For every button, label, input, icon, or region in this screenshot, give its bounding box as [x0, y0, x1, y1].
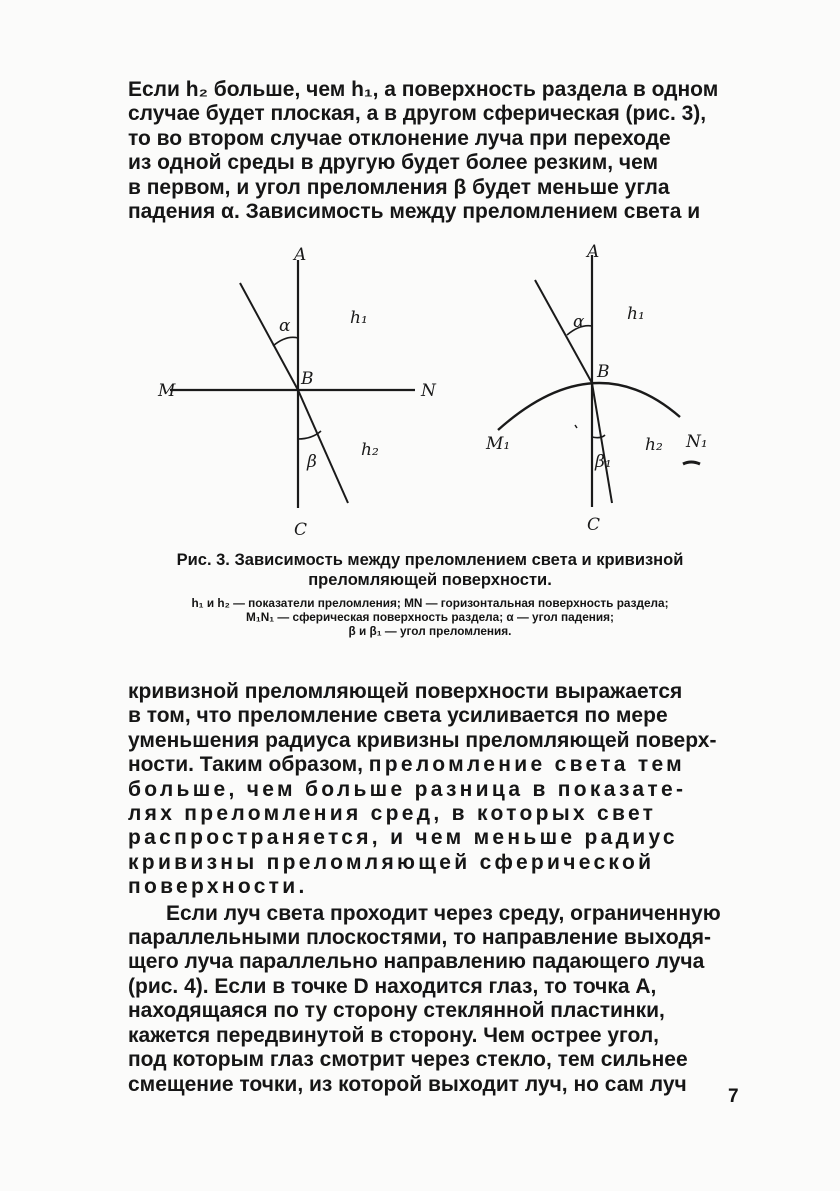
legend-line: β и β₁ — угол преломления.: [348, 624, 512, 638]
text-line: (рис. 4). Если в точке D находится глаз, то точка A,: [128, 974, 657, 998]
label-a: A: [294, 245, 307, 265]
surface-arc-m1n1: [498, 383, 680, 430]
text-line: в том, что преломление света усиливается по мере: [128, 704, 668, 728]
label-n: N: [421, 381, 436, 401]
label-alpha: α: [279, 316, 291, 336]
label-h1: h₁: [627, 304, 645, 324]
text-line: уменьшения радиуса кривизны преломляющей поверх-: [128, 728, 717, 752]
paragraph-top: [128, 78, 738, 224]
spherical-surface-diagram: [485, 242, 708, 535]
text-line: из одной среды в другую будет более резким, чем: [128, 151, 659, 175]
refracted-ray: [592, 383, 612, 503]
label-m1: M₁: [486, 434, 511, 454]
text-line: кривизной преломляющей поверхности выражается: [128, 680, 683, 703]
paragraph-bottom: [128, 902, 738, 1097]
legend-line: h₁ и h₂ — показатели преломления; MN — горизонтальная поверхность раздела;: [191, 596, 669, 610]
paragraph-middle: [128, 680, 738, 1097]
figure-3-refraction-diagram: [140, 235, 740, 545]
text-line: кажется передвинутой в сторону. Чем острее угол,: [128, 1023, 659, 1047]
text-line: падения α. Зависимость между преломлением света и: [128, 200, 701, 224]
label-m: M: [158, 381, 176, 401]
emphasized-line: распространяется, и чем меньше радиус: [128, 826, 678, 850]
label-h2: h₂: [645, 435, 663, 455]
emphasized-line: поверхности.: [128, 875, 308, 899]
label-c: C: [294, 520, 308, 540]
legend-line: M₁N₁ — сферическая поверхность раздела; α — угол падения;: [246, 610, 614, 624]
ink-dot: [575, 425, 577, 428]
label-a: A: [587, 242, 600, 262]
caption-legend: [140, 596, 720, 638]
text-line: случае будет плоская, а в другом сферическая (рис. 3),: [128, 102, 707, 126]
refraction-diagram-svg: [140, 235, 740, 545]
label-beta1: β₁: [595, 452, 612, 472]
angle-alpha-arc: [273, 337, 298, 346]
angle-beta1-arc: [592, 435, 605, 438]
text-line: щего луча параллельно направлению падающего луча: [128, 950, 705, 974]
caption-title: Рис. 3. Зависимость между преломлением света и кривизной преломляющей поверхности.: [176, 551, 684, 589]
text-line: находящаяся по ту сторону стеклянной пластинки,: [128, 999, 665, 1023]
label-n1: N₁: [686, 432, 708, 452]
label-beta: β: [307, 452, 317, 472]
text-line: [128, 753, 738, 777]
emphasized-line: лях преломления сред, в которых свет: [128, 802, 657, 826]
emphasized-line: кривизны преломляющей сферической: [128, 850, 655, 874]
text-line: Если луч света проходит через среду, ограниченную: [166, 901, 721, 925]
emphasized-text: преломление света тем: [368, 753, 686, 777]
text-fragment: ности. Таким образом,: [128, 753, 363, 777]
label-h1: h₁: [350, 308, 368, 328]
refracted-ray: [298, 390, 348, 503]
figure-caption: [140, 550, 720, 638]
label-b: B: [301, 369, 314, 389]
flat-surface-diagram: [157, 245, 437, 540]
text-line: то во втором случае отклонение луча при переходе: [128, 126, 671, 150]
label-b: B: [597, 362, 610, 382]
text-line: смещение точки, из которой выходит луч, но сам луч: [128, 1072, 687, 1096]
label-c: C: [587, 515, 601, 535]
page-number: 7: [728, 1086, 739, 1107]
incident-ray: [240, 283, 298, 390]
text-line: параллельными плоскостями, то направление выходя-: [128, 926, 712, 950]
ink-smudge: [683, 462, 700, 464]
text-line: в первом, и угол преломления β будет меньше угла: [128, 175, 670, 199]
text-line: Если h₂ больше, чем h₁, а поверхность раздела в одном: [128, 78, 719, 101]
label-alpha: α: [573, 312, 585, 332]
emphasized-line: больше, чем больше разница в показате-: [128, 777, 687, 801]
label-h2: h₂: [361, 440, 379, 460]
text-line: под которым глаз смотрит через стекло, тем сильнее: [128, 1048, 688, 1072]
